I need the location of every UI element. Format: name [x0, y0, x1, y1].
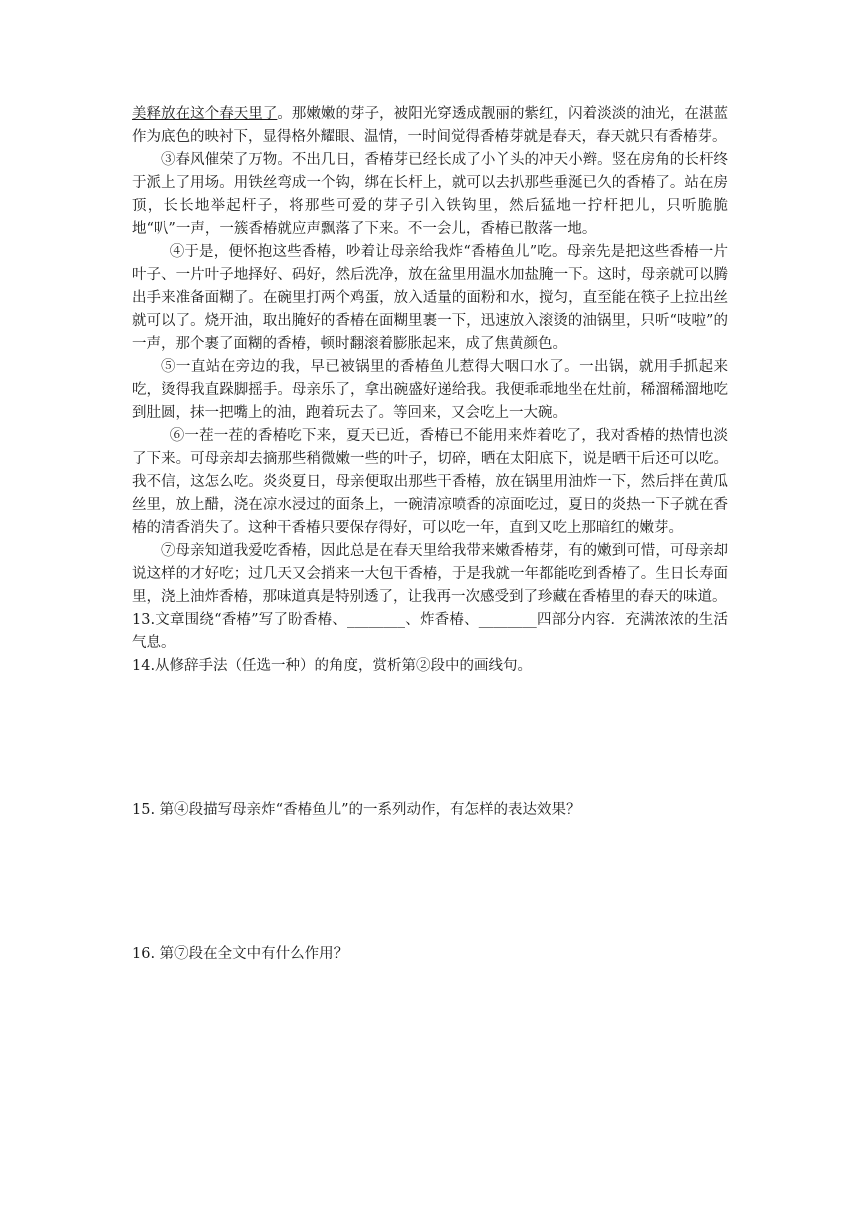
- paragraph-5: ⑤一直站在旁边的我，早已被锅里的香椿鱼儿惹得大咽口水了。一出锅，就用手抓起来吃，烫得我直跺脚摇手。母亲乐了，拿出碗盛好递给我。我便乖乖地坐在灶前，稀溜稀溜地吃到肚圆，抹一把嘴上的油，跑着玩去了。等回来，又会吃上一大碗。: [132, 359, 728, 421]
- paragraph-2-rest: 。那嫩嫩的芽子，被阳光穿透成靓丽的紫红，闪着淡淡的油光，在湛蓝作为底色的映衬下，显得格外耀眼、温情，一时间觉得香椿芽就是春天，春天就只有香椿芽。: [132, 106, 728, 145]
- paragraph-3: ③春风催荣了万物。不出几日，香椿芽已经长成了小丫头的冲天小辫。竖在房角的长杆终于派上了用场。用铁丝弯成一个钩，绑在长杆上，就可以去扒那些垂涎已久的香椿了。站在房顶，长长地举起杆子，将那些可爱的芽子引入铁钩里，然后猛地一拧杆把儿，只听脆脆地“叭”一声，一簇香椿就应声飘落了下来。不一会儿，香椿已散落一地。: [132, 152, 728, 237]
- answer-space-14: [132, 678, 728, 799]
- question-15: 15. 第④段描写母亲炸“香椿鱼儿”的一系列动作，有怎样的表达效果？: [132, 802, 581, 818]
- paragraph-7: ⑦母亲知道我爱吃香椿，因此总是在春天里给我带来嫩香椿芽，有的嫩到可惜，可母亲却说这样的才好吃；过几天又会捎来一大包干香椿，于是我就一年都能吃到香椿了。生日长寿面里，浇上油炸香椿，那味道真是特别透了，让我再一次感受到了珍藏在香椿里的春天的味道。: [132, 543, 728, 605]
- answer-space-15: [132, 822, 728, 943]
- underlined-sentence: 美释放在这个春天里了: [132, 106, 278, 122]
- paragraph-6: ⑥一茬一茬的香椿吃下来，夏天已近，香椿已不能用来炸着吃了，我对香椿的热情也淡了下来。可母亲却去摘那些稍微嫩一些的叶子，切碎，晒在太阳底下，说是晒干后还可以吃。我不信，这怎么吃。炎炎夏日，母亲便取出那些干香椿，放在锅里用油炸一下，然后拌在黄瓜丝里，放上醋，浇在凉水浸过的面条上，一碗清凉喷香的凉面吃过，夏日的炎热一下子就在香椿的清香消失了。这种干香椿只要保存得好，可以吃一年，直到又吃上那暗红的嫩芽。: [132, 428, 728, 536]
- paragraph-2-continued: [132, 103, 728, 149]
- question-14: 14.从修辞手法（任选一种）的角度，赏析第②段中的画线句。: [132, 658, 533, 674]
- paragraph-4: ④于是，便怀抱这些香椿，吵着让母亲给我炸“香椿鱼儿”吃。母亲先是把这些香椿一片叶子、一片叶子地择好、码好，然后洗净，放在盆里用温水加盐腌一下。这时，母亲就可以腾出手来准备面糊了。在碗里打两个鸡蛋，放入适量的面粉和水，搅匀，直至能在筷子上拉出丝就可以了。烧开油，取出腌好的香椿在面糊里裹一下，迅速放入滚烫的油锅里，只听“吱啦”的一声，那个裹了面糊的香椿，顿时翻滚着膨胀起来，成了焦黄颜色。: [132, 244, 728, 352]
- question-16: 16. 第⑦段在全文中有什么作用？: [132, 946, 349, 962]
- question-13: 13.文章围绕“香椿”写了盼香椿、________、炸香椿、________四部分内容．充满浓浓的生活气息。: [132, 612, 728, 651]
